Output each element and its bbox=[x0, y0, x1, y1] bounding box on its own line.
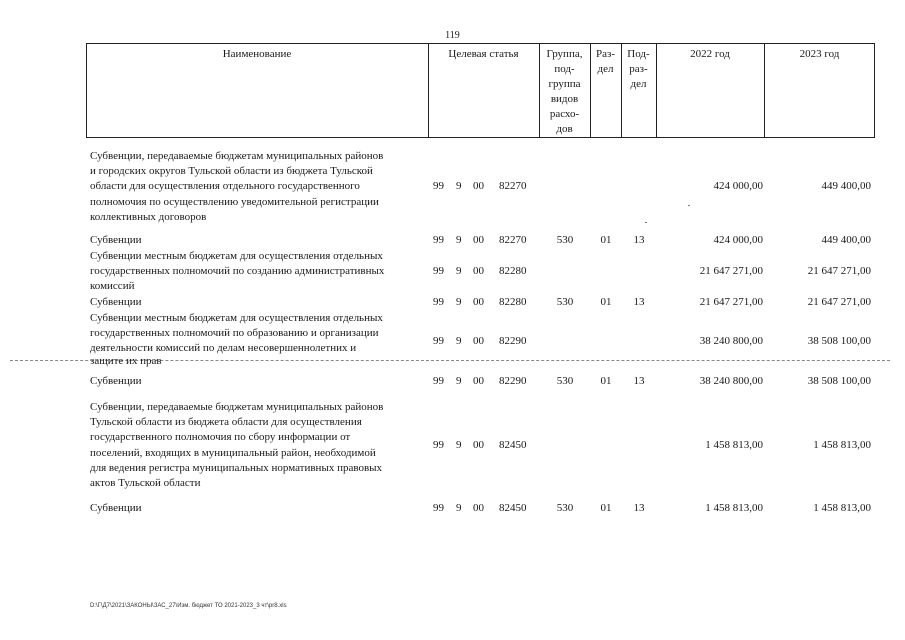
row-name-line: Субвенции bbox=[90, 296, 142, 308]
target-main: 00 bbox=[473, 180, 484, 192]
group-code: 530 bbox=[556, 234, 574, 246]
row-name-line: защите их прав bbox=[90, 354, 162, 367]
target-main: 00 bbox=[473, 234, 484, 246]
row-name-line: Субвенции bbox=[90, 502, 142, 514]
amount-2023: 21 647 271,00 bbox=[807, 265, 871, 277]
target-main: 00 bbox=[473, 375, 484, 387]
subsection-code: 13 bbox=[633, 502, 645, 514]
target-program: 99 bbox=[433, 265, 444, 277]
row-name bbox=[90, 400, 430, 491]
target-subprogram: 9 bbox=[456, 234, 462, 246]
row-name-line: и городских округов Тульской области из бюджета Тульской bbox=[90, 165, 373, 178]
row-name-line: деятельности комиссий по делам несовершеннолетних и bbox=[90, 342, 357, 355]
header-group-line: видов bbox=[550, 93, 579, 105]
amount-2022: 1 458 813,00 bbox=[705, 439, 763, 451]
header-subsection-line: Под- bbox=[627, 48, 650, 60]
row-name bbox=[90, 501, 430, 516]
target-subprogram: 9 bbox=[456, 180, 462, 192]
amount-2022: 38 240 800,00 bbox=[699, 375, 763, 387]
row-name-line: поселений, входящих в муниципальный район, необходимой bbox=[90, 446, 376, 459]
row-name-line: Субвенции местным бюджетам для осуществления отдельных bbox=[90, 312, 383, 324]
row-name-line: государственного полномочия по сбору информации от bbox=[90, 431, 351, 444]
amount-2022: 424 000,00 bbox=[713, 234, 763, 246]
row-name bbox=[90, 233, 430, 248]
row-name bbox=[90, 149, 430, 225]
scan-speck bbox=[645, 222, 647, 223]
row-name bbox=[90, 311, 430, 369]
header-section bbox=[590, 47, 621, 77]
header-target: Целевая статья bbox=[448, 48, 519, 60]
row-name-line: Тульской области из бюджета области для осуществления bbox=[90, 416, 362, 429]
header-section-line: Раз- bbox=[595, 48, 615, 60]
subsection-code: 13 bbox=[633, 296, 645, 308]
section-code: 01 bbox=[600, 234, 612, 246]
amount-2023: 1 458 813,00 bbox=[813, 439, 871, 451]
row-name-line: актов Тульской области bbox=[90, 477, 201, 490]
page-number: 119 bbox=[445, 30, 460, 41]
section-code: 01 bbox=[600, 375, 612, 387]
amount-2023: 449 400,00 bbox=[821, 180, 871, 192]
target-program: 99 bbox=[433, 335, 444, 347]
target-direction: 82270 bbox=[499, 180, 527, 192]
target-direction: 82290 bbox=[499, 335, 527, 347]
amount-2023: 38 508 100,00 bbox=[807, 335, 871, 347]
header-year-2022: 2022 год bbox=[690, 48, 730, 60]
row-name-line: Субвенции местным бюджетам для осуществления отдельных bbox=[90, 250, 383, 262]
header-group bbox=[539, 47, 590, 137]
section-code: 01 bbox=[600, 502, 612, 514]
section-code: 01 bbox=[600, 296, 612, 308]
amount-2022: 38 240 800,00 bbox=[699, 335, 763, 347]
amount-2022: 424 000,00 bbox=[713, 180, 763, 192]
amount-2022: 21 647 271,00 bbox=[699, 265, 763, 277]
target-subprogram: 9 bbox=[456, 439, 462, 451]
row-name-line: коллективных договоров bbox=[90, 210, 207, 223]
subsection-code: 13 bbox=[633, 234, 645, 246]
header-group-line: группа bbox=[548, 78, 581, 90]
scan-speck bbox=[688, 205, 690, 206]
row-name-line: Субвенции, передаваемые бюджетам муниципальных районов bbox=[90, 401, 384, 413]
header-subsection bbox=[621, 47, 656, 92]
row-name-line: государственных полномочий по созданию административных bbox=[90, 265, 385, 278]
amount-2023: 21 647 271,00 bbox=[807, 296, 871, 308]
row-name-line: Субвенции, передаваемые бюджетам муниципальных районов bbox=[90, 150, 384, 162]
target-program: 99 bbox=[433, 375, 444, 387]
target-main: 00 bbox=[473, 296, 484, 308]
row-name-line: для ведения регистра муниципальных нормативных правовых bbox=[90, 461, 383, 474]
row-name-line: Субвенции bbox=[90, 375, 142, 387]
row-name bbox=[90, 249, 430, 295]
row-name bbox=[90, 374, 430, 389]
header-group-line: под- bbox=[554, 63, 575, 75]
target-main: 00 bbox=[473, 439, 484, 451]
amount-2023: 38 508 100,00 bbox=[807, 375, 871, 387]
header-section-line: дел bbox=[597, 63, 614, 75]
amount-2023: 1 458 813,00 bbox=[813, 502, 871, 514]
group-code: 530 bbox=[556, 375, 574, 387]
target-program: 99 bbox=[433, 502, 444, 514]
row-name-line: полномочия по осуществлению уведомительной регистрации bbox=[90, 195, 379, 208]
target-direction: 82280 bbox=[499, 265, 527, 277]
header-group-line: Группа, bbox=[546, 48, 583, 60]
header-year-2023: 2023 год bbox=[799, 48, 840, 60]
row-name-line: комиссий bbox=[90, 280, 135, 293]
row-name bbox=[90, 295, 430, 310]
target-subprogram: 9 bbox=[456, 375, 462, 387]
header-name: Наименование bbox=[222, 48, 292, 60]
row-name-line: Субвенции bbox=[90, 234, 142, 246]
amount-2022: 21 647 271,00 bbox=[699, 296, 763, 308]
target-direction: 82450 bbox=[499, 502, 527, 514]
header-group-line: дов bbox=[556, 123, 573, 135]
target-subprogram: 9 bbox=[456, 265, 462, 277]
header-group-line: расхо- bbox=[549, 108, 580, 120]
footer-file-path: D:\Г\Д7\2021\ЗАКОНЫ\ЗАС_27\Изм. бюджет ТО 2021-2023_3 чт\pr8.xls bbox=[90, 603, 287, 609]
target-direction: 82280 bbox=[499, 296, 527, 308]
target-direction: 82290 bbox=[499, 375, 527, 387]
target-direction: 82450 bbox=[499, 439, 527, 451]
target-program: 99 bbox=[433, 180, 444, 192]
target-program: 99 bbox=[433, 439, 444, 451]
target-main: 00 bbox=[473, 335, 484, 347]
header-subsection-line: раз- bbox=[629, 63, 648, 75]
target-main: 00 bbox=[473, 265, 484, 277]
amount-2023: 449 400,00 bbox=[821, 234, 871, 246]
subsection-code: 13 bbox=[633, 375, 645, 387]
target-subprogram: 9 bbox=[456, 296, 462, 308]
target-program: 99 bbox=[433, 234, 444, 246]
amount-2022: 1 458 813,00 bbox=[705, 502, 763, 514]
row-name-line: области для осуществления отдельного государственного bbox=[90, 180, 360, 193]
group-code: 530 bbox=[556, 502, 574, 514]
target-main: 00 bbox=[473, 502, 484, 514]
target-program: 99 bbox=[433, 296, 444, 308]
target-subprogram: 9 bbox=[456, 335, 462, 347]
header-subsection-line: дел bbox=[630, 78, 647, 90]
target-direction: 82270 bbox=[499, 234, 527, 246]
target-subprogram: 9 bbox=[456, 502, 462, 514]
row-name-line: государственных полномочий по образованию и организации bbox=[90, 327, 379, 340]
group-code: 530 bbox=[556, 296, 574, 308]
